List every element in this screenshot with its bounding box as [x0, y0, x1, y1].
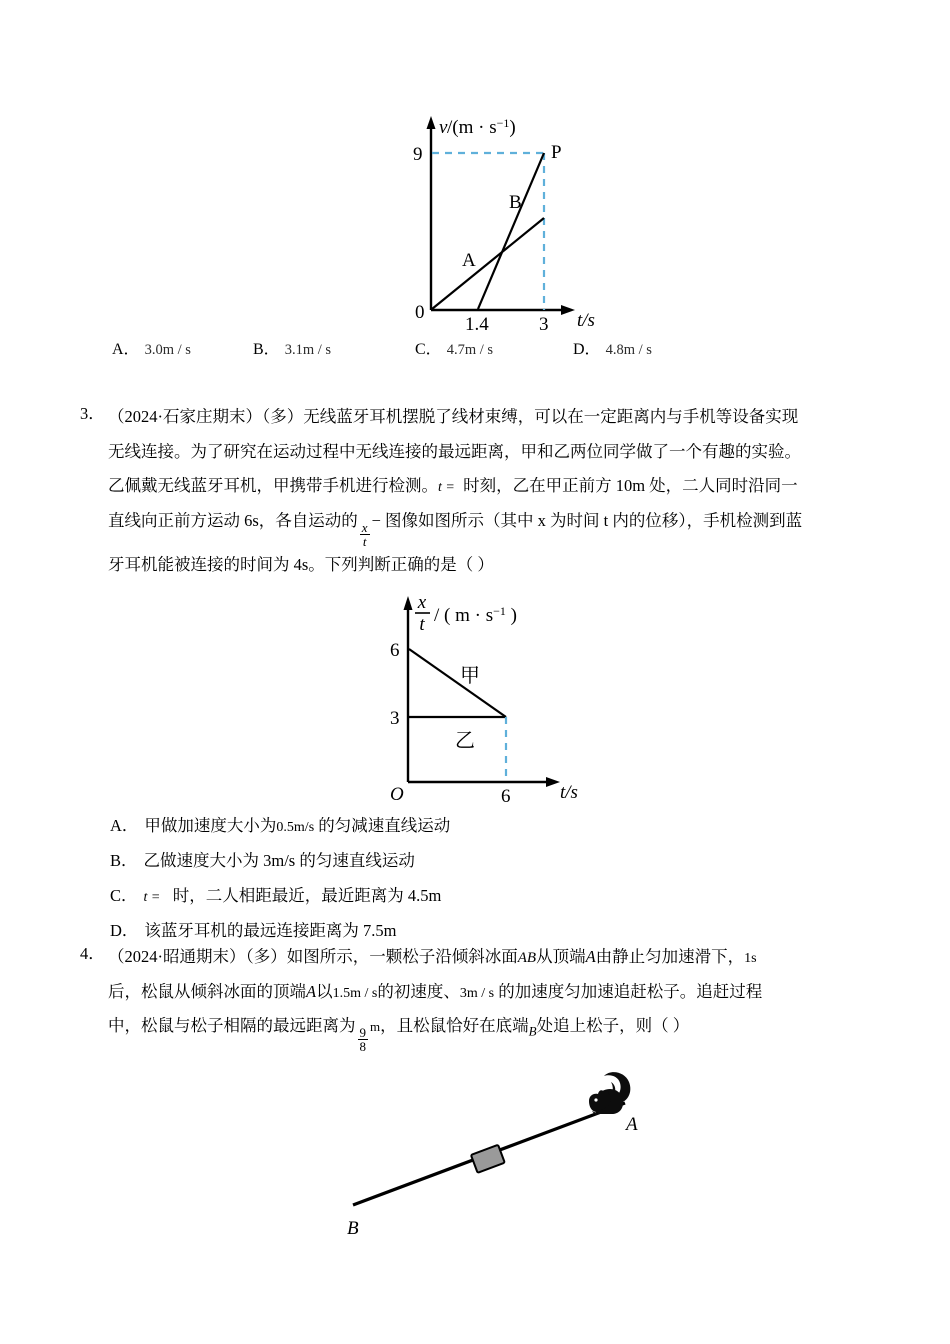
q2-option-b-value: 3.1m / s	[284, 342, 332, 358]
q4-line2-part-a: 后，松鼠从倾斜冰面的顶端	[108, 981, 306, 1001]
q3-option-d-key: D．	[110, 921, 139, 940]
curve-label-b: B	[509, 192, 522, 213]
q3-option-b-text: 乙做速度大小为 3m/s 的匀速直线运动	[143, 851, 415, 870]
curve-b-line	[478, 153, 544, 309]
y-axis-label-v: v	[439, 117, 448, 138]
figure-velocity-time-graph	[385, 108, 625, 335]
q3-line3-part-b: 时刻，乙在甲正前方 10m 处，二人同时沿同一	[463, 476, 798, 496]
curve-label-jia: 甲	[460, 665, 480, 687]
y-label-frac-denominator: t	[419, 614, 425, 635]
question-4-block	[80, 940, 880, 1054]
y-label-frac-numerator: x	[417, 592, 427, 613]
x-axis-arrow	[561, 305, 575, 315]
q4-line2-velocity: 1.5m / s	[332, 985, 378, 1001]
q3-line4-fraction	[360, 521, 370, 549]
x-axis-label: t/s	[560, 782, 578, 803]
xt-graph-svg	[360, 582, 620, 807]
q3-option-b[interactable]	[110, 847, 415, 871]
q3-option-a-text-b: 的匀减速直线运动	[318, 816, 451, 835]
q2-option-c-key: C．	[415, 341, 442, 358]
question-3-block	[80, 400, 880, 583]
squirrel-icon	[589, 1072, 630, 1115]
q3-frac-numerator: x	[361, 519, 368, 535]
q3-text-line-2: 无线连接。为了研究在运动过程中无线连接的最远距离，甲和乙两位同学做了一个有趣的实验。	[108, 441, 801, 461]
x-tick-label-1p4: 1.4	[465, 314, 489, 335]
q4-line3-part-b: ，且松鼠恰好在底端	[380, 1016, 529, 1036]
q4-line1-part-b: 从顶端	[536, 947, 586, 966]
question-4-body	[108, 940, 880, 1054]
question-4-number: 4．	[80, 944, 105, 963]
q3-text-line-5: 牙耳机能被连接的时间为 4s。下列判断正确的是（ ）	[108, 555, 494, 575]
q3-option-d[interactable]	[110, 917, 397, 941]
q2-option-d-key: D．	[573, 341, 601, 358]
q3-line3-formula: t =	[438, 480, 455, 496]
q3-text-line-3	[108, 469, 880, 504]
y-axis-label-group	[415, 592, 517, 635]
curve-a-line	[432, 218, 544, 309]
y-tick-label-3: 3	[390, 708, 400, 729]
block-seed	[471, 1145, 505, 1173]
point-label-p: P	[551, 142, 562, 163]
q2-option-a-key: A．	[112, 341, 140, 358]
x-tick-label-6: 6	[501, 786, 511, 807]
q4-line3-part-c: 处追上松子，则（ ）	[536, 1016, 690, 1036]
block-rect	[471, 1145, 505, 1173]
q2-option-c-value: 4.7m / s	[446, 342, 494, 358]
q4-line1-a-label: A	[585, 947, 596, 966]
q2-option-d[interactable]	[573, 336, 652, 359]
q4-line2-part-b: 以	[316, 981, 333, 1001]
q4-text-line-3	[108, 1009, 880, 1053]
figure-inclined-plane	[330, 1062, 660, 1242]
vt-graph-svg	[385, 108, 625, 335]
incline-svg	[330, 1062, 660, 1242]
q3-line4-dash: −	[371, 510, 381, 530]
question-3-number: 3．	[80, 404, 105, 423]
q4-line2-acceleration: 3m / s	[459, 985, 495, 1001]
q4-line1-ab: AB	[517, 950, 537, 966]
q3-option-d-text: 该蓝牙耳机的最远连接距离为 7.5m	[144, 921, 397, 940]
question-3-body	[108, 400, 880, 583]
origin-label-o: O	[390, 784, 404, 805]
q2-option-b[interactable]	[253, 336, 331, 359]
q2-option-a[interactable]	[112, 336, 191, 359]
q3-option-b-key: B．	[110, 851, 138, 870]
q3-text-line-1: （2024·石家庄期末）（多）无线蓝牙耳机摆脱了线材束缚，可以在一定距离内与手机等设备实现	[108, 407, 799, 426]
curve-jia-line	[409, 649, 506, 717]
q3-option-a[interactable]	[110, 812, 450, 836]
figure-xt-graph	[360, 582, 620, 807]
q3-option-a-value: 0.5m/s	[276, 820, 315, 835]
y-label-unit: / ( $m \cdot s^{-1}$ )	[434, 604, 517, 626]
q4-line2-part-d: 的加速度匀加速追赶松子。追赶过程	[498, 981, 763, 1001]
curve-label-yi: 乙	[455, 730, 475, 752]
q4-line2-part-c: 的初速度、	[377, 981, 460, 1001]
squirrel-eye	[594, 1098, 597, 1101]
label-point-a: A	[626, 1114, 638, 1135]
q2-option-d-value: 4.8m / s	[605, 342, 652, 358]
q4-line3-unit: m	[370, 1019, 381, 1035]
x-axis-label: t/s	[577, 310, 595, 331]
y-axis-arrow	[427, 116, 436, 129]
origin-label: 0	[415, 302, 425, 323]
label-point-b: B	[347, 1218, 359, 1239]
q4-line1-part-c: 由静止匀加速滑下，	[595, 947, 745, 966]
y-tick-label-9: 9	[413, 144, 423, 165]
q3-option-a-key: A．	[110, 816, 139, 835]
q4-line2-a-label: A	[306, 981, 317, 1001]
q2-option-a-value: 3.0m / s	[144, 342, 191, 358]
q4-line1-time: 1s	[744, 951, 757, 966]
q3-line4-part-a: 直线向正前方运动 6s，各自运动的	[108, 510, 358, 530]
y-tick-label-6: 6	[390, 640, 400, 661]
q4-frac-denominator: 8	[359, 1039, 366, 1055]
q3-frac-denominator: t	[362, 534, 367, 550]
y-axis-arrow	[404, 596, 413, 610]
q4-frac-numerator: 9	[359, 1025, 366, 1041]
x-axis-arrow	[546, 777, 560, 787]
q3-text-line-4	[108, 504, 880, 548]
y-axis-label-unit: $/(m \cdot s^{-1})$	[447, 116, 516, 138]
q4-line3-fraction	[358, 1026, 369, 1054]
q2-option-c[interactable]	[415, 336, 493, 359]
q4-text-line-2	[108, 975, 880, 1010]
q4-line3-part-a: 中，松鼠与松子相隔的最远距离为	[108, 1016, 356, 1036]
q3-option-c[interactable]	[110, 882, 441, 906]
q3-option-c-formula: t =	[143, 890, 161, 905]
q4-text-line-1	[108, 940, 880, 975]
x-tick-label-3: 3	[539, 314, 549, 335]
q3-option-a-text-a: 甲做加速度大小为	[144, 816, 277, 835]
q3-option-c-key: C．	[110, 886, 138, 905]
q3-option-c-text: 时，二人相距最近，最近距离为 4.5m	[172, 886, 442, 905]
q3-line4-part-b: 图像如图所示（其中 x 为时间 t 内的位移），手机检测到蓝	[385, 510, 803, 530]
q3-line3-part-a: 乙佩戴无线蓝牙耳机，甲携带手机进行检测。	[108, 476, 438, 496]
q2-option-b-key: B．	[253, 341, 280, 358]
q4-line1-part-a: （2024·昭通期末）（多）如图所示，一颗松子沿倾斜冰面	[108, 947, 518, 966]
curve-label-a: A	[462, 250, 476, 271]
q4-line3-b-label: B	[528, 1023, 537, 1039]
